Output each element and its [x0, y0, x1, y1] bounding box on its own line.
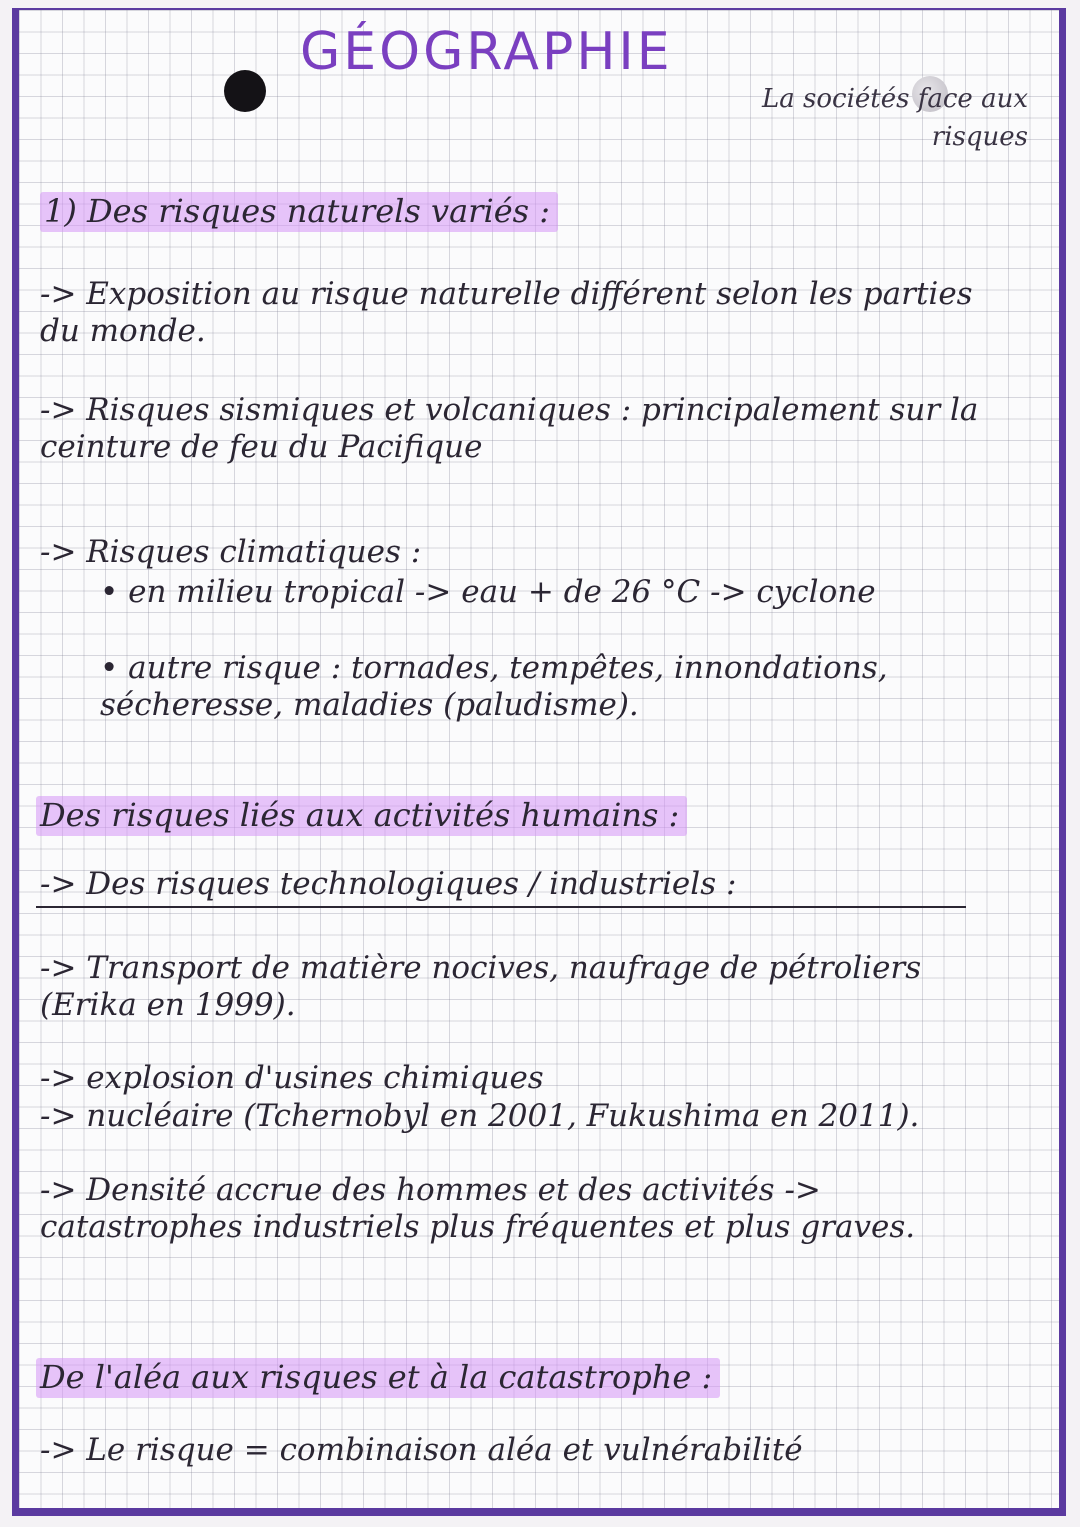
s1-item-climatiques-title: -> Risques climatiques : — [40, 534, 422, 570]
s2-item-nucleaire: -> nucléaire (Tchernobyl en 2001, Fukushima en 2011). — [40, 1098, 920, 1134]
s2-subheading: -> Des risques technologiques / industriels : — [40, 866, 737, 902]
section-3-heading — [36, 1358, 720, 1396]
s1-item-sismiques: -> Risques sismiques et volcaniques : principalement sur la ceinture de feu du Pacifique — [40, 392, 979, 465]
page-subtitle — [618, 80, 1028, 156]
s1-item-climatiques-bullet-1: • en milieu tropical -> eau + de 26 °C -> cyclone — [100, 574, 876, 610]
subtitle-line-2: risques — [931, 122, 1028, 152]
section-2-heading — [36, 796, 687, 834]
s2-item-transport: -> Transport de matière nocives, naufrage de pétroliers (Erika en 1999). — [40, 950, 922, 1023]
section-1-heading — [40, 192, 558, 230]
s2-subheading-underline — [36, 906, 966, 908]
section-3-heading-text: De l'aléa aux risques et à la catastrophe : — [36, 1358, 720, 1398]
section-2-heading-text: Des risques liés aux activités humains : — [36, 796, 687, 836]
section-1-heading-text: 1) Des risques naturels variés : — [40, 192, 558, 232]
s1-item-climatiques-bullet-2: • autre risque : tornades, tempêtes, innondations, sécheresse, maladies (paludisme). — [100, 650, 888, 723]
s1-item-exposition: -> Exposition au risque naturelle différent selon les parties du monde. — [40, 276, 973, 349]
s2-item-densite: -> Densité accrue des hommes et des activités -> catastrophes industriels plus fréquentes et plus graves. — [40, 1172, 916, 1245]
subtitle-line-1: La sociétés face aux — [762, 84, 1028, 114]
s2-item-explosion: -> explosion d'usines chimiques — [40, 1060, 544, 1096]
s3-item-risque: -> Le risque = combinaison aléa et vulnérabilité — [40, 1432, 803, 1468]
notebook-page — [12, 8, 1066, 1516]
punch-hole-left — [224, 70, 266, 112]
page-title: GÉOGRAPHIE — [300, 22, 673, 82]
